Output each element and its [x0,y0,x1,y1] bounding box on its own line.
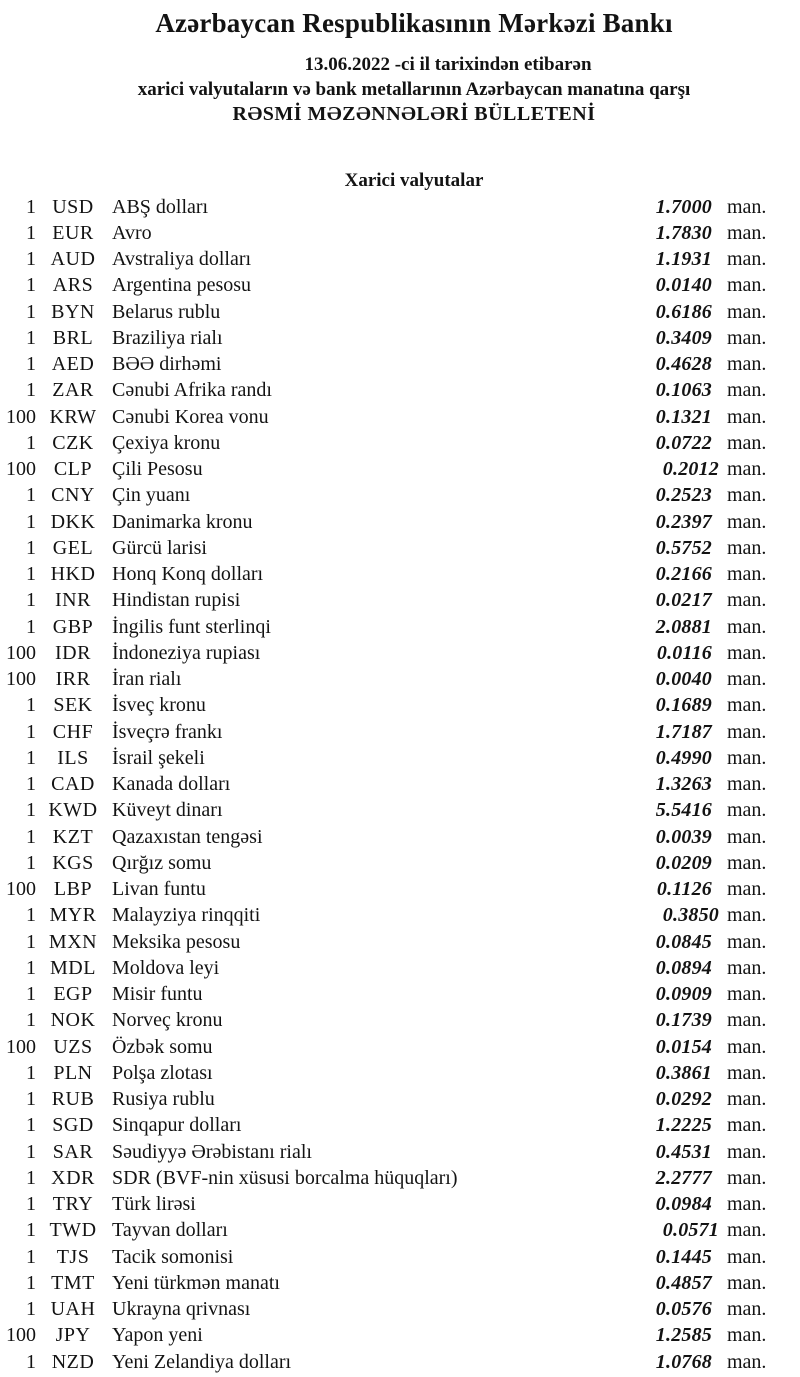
quantity-cell: 1 [26,1350,36,1373]
rate-value-cell: 0.0845 [655,930,712,953]
currency-name-cell: Səudiyyə Ərəbistanı rialı [112,1140,312,1163]
section-title-foreign-currencies: Xarici valyutalar [344,170,484,191]
rate-value-cell: 0.4531 [655,1140,712,1163]
quantity-cell: 1 [26,1245,36,1268]
rate-row [0,194,800,220]
currency-code-cell: LBP [53,878,93,901]
unit-label-cell: man. [727,1271,767,1294]
page-title: Azərbaycan Respublikasının Mərkəzi Bankı [155,8,673,38]
unit-label-cell: man. [727,300,767,323]
rate-row [0,1008,800,1034]
currency-code-cell: GBP [52,615,94,638]
unit-label-cell: man. [727,878,767,901]
quantity-cell: 1 [26,1140,36,1163]
unit-label-cell: man. [727,1114,767,1137]
rate-value-cell: 0.0209 [655,851,712,874]
quantity-cell: 1 [26,589,36,612]
rate-value-cell: 0.1445 [655,1245,712,1268]
rate-row [0,850,800,876]
quantity-cell: 1 [26,773,36,796]
currency-code-cell: BYN [51,300,95,323]
currency-code-cell: HKD [50,563,96,586]
currency-code-cell: MXN [48,930,98,953]
rate-value-cell: 0.0140 [655,274,712,297]
rate-value-cell: 0.3861 [655,1061,712,1084]
unit-label-cell: man. [727,248,767,271]
unit-label-cell: man. [727,326,767,349]
unit-label-cell: man. [727,773,767,796]
unit-label-cell: man. [727,1166,767,1189]
unit-label-cell: man. [727,563,767,586]
currency-name-cell: İsveçrə frankı [112,720,223,743]
rate-value-cell: 0.2523 [655,484,712,507]
currency-code-cell: TWD [49,1219,97,1242]
currency-code-cell: CLP [53,458,93,481]
currency-name-cell: ABŞ dolları [112,195,209,218]
currency-name-cell: Misir funtu [112,983,203,1006]
quantity-cell: 1 [26,983,36,1006]
quantity-cell: 1 [26,1298,36,1321]
rate-row [0,325,800,351]
currency-name-cell: Danimarka kronu [112,510,253,533]
rate-row [0,798,800,824]
rate-row [0,955,800,981]
rate-value-cell: 1.2225 [655,1114,712,1137]
rate-value-cell: 0.0909 [655,983,712,1006]
unit-label-cell: man. [727,536,767,559]
rate-row [0,430,800,456]
currency-code-cell: PLN [53,1061,93,1084]
rate-value-cell: 0.0039 [655,825,712,848]
currency-code-cell: AUD [50,248,96,271]
unit-label-cell: man. [727,1088,767,1111]
currency-code-cell: AED [51,353,95,376]
rate-row [0,1323,800,1349]
rate-row [0,1270,800,1296]
unit-label-cell: man. [727,221,767,244]
quantity-cell: 1 [26,536,36,559]
rate-row [0,772,800,798]
unit-label-cell: man. [727,851,767,874]
currency-code-cell: SGD [52,1114,94,1137]
rate-value-cell: 0.0571 [662,1219,719,1242]
quantity-cell: 1 [26,431,36,454]
rate-row [0,982,800,1008]
rate-value-cell: 1.1931 [655,248,712,271]
quantity-cell: 100 [6,668,36,691]
rate-value-cell: 0.0984 [655,1193,712,1216]
quantity-cell: 1 [26,825,36,848]
unit-label-cell: man. [727,956,767,979]
rate-row [0,352,800,378]
rate-value-cell: 0.0040 [655,668,712,691]
unit-label-cell: man. [727,274,767,297]
unit-label-cell: man. [727,615,767,638]
unit-label-cell: man. [727,720,767,743]
rate-value-cell: 0.1689 [655,694,712,717]
quantity-cell: 100 [6,1035,36,1058]
currency-name-cell: İndoneziya rupiası [112,641,261,664]
rate-value-cell: 0.3850 [662,904,719,927]
currency-name-cell: Qazaxıstan tengəsi [112,825,263,848]
rate-value-cell: 1.7000 [655,195,712,218]
currency-name-cell: Gürcü larisi [112,536,207,559]
unit-label-cell: man. [727,904,767,927]
currency-code-cell: KRW [49,405,97,428]
currency-name-cell: Tacik somonisi [112,1245,234,1268]
rate-row [0,824,800,850]
quantity-cell: 1 [26,195,36,218]
rate-row [0,640,800,666]
currency-code-cell: EGP [53,983,93,1006]
quantity-cell: 100 [6,641,36,664]
rate-row [0,562,800,588]
rate-value-cell: 0.4628 [655,353,712,376]
unit-label-cell: man. [727,930,767,953]
currency-code-cell: EUR [52,221,94,244]
quantity-cell: 1 [26,379,36,402]
currency-code-cell: ARS [52,274,94,297]
quantity-cell: 1 [26,720,36,743]
quantity-cell: 100 [6,405,36,428]
rate-row [0,877,800,903]
currency-name-cell: Cənubi Afrika randı [112,379,272,402]
quantity-cell: 100 [6,1324,36,1347]
currency-code-cell: CHF [52,720,94,743]
currency-code-cell: SEK [53,694,93,717]
currency-name-cell: Meksika pesosu [112,930,241,953]
rate-row [0,1165,800,1191]
currency-code-cell: TMT [51,1271,95,1294]
rate-row [0,929,800,955]
currency-name-cell: Argentina pesosu [112,274,252,297]
unit-label-cell: man. [727,983,767,1006]
rate-row [0,1192,800,1218]
rate-row [0,1218,800,1244]
quantity-cell: 1 [26,563,36,586]
quantity-cell: 1 [26,1088,36,1111]
rate-value-cell: 0.0116 [656,641,712,664]
quantity-cell: 1 [26,930,36,953]
currency-name-cell: İngilis funt sterlinqi [112,615,271,638]
unit-label-cell: man. [727,1324,767,1347]
currency-name-cell: Tayvan dolları [112,1219,228,1242]
currency-name-cell: Çexiya kronu [112,431,221,454]
rate-value-cell: 0.0894 [655,956,712,979]
rate-value-cell: 0.1126 [656,878,712,901]
currency-name-cell: İran rialı [112,668,182,691]
quantity-cell: 1 [26,746,36,769]
rate-row [0,1087,800,1113]
currency-code-cell: INR [55,589,91,612]
currency-name-cell: Kanada dolları [112,773,231,796]
currency-code-cell: KZT [52,825,94,848]
currency-name-cell: Avstraliya dolları [112,248,252,271]
currency-code-cell: XDR [51,1166,95,1189]
rate-value-cell: 0.5752 [655,536,712,559]
unit-label-cell: man. [727,1298,767,1321]
currency-name-cell: Braziliya rialı [112,326,223,349]
currency-name-cell: Çin yuanı [112,484,191,507]
rate-row [0,1297,800,1323]
unit-label-cell: man. [727,1193,767,1216]
currency-code-cell: RUB [51,1088,95,1111]
rate-value-cell: 0.2166 [655,563,712,586]
rate-value-cell: 0.6186 [655,300,712,323]
currency-code-cell: GEL [52,536,94,559]
rate-value-cell: 0.1739 [655,1009,712,1032]
unit-label-cell: man. [727,1245,767,1268]
rate-row [0,719,800,745]
currency-code-cell: SAR [52,1140,94,1163]
rate-value-cell: 2.2777 [655,1166,712,1189]
quantity-cell: 1 [26,799,36,822]
rate-row [0,1034,800,1060]
rate-row [0,535,800,561]
currency-code-cell: KWD [48,799,98,822]
quantity-cell: 1 [26,1219,36,1242]
bulletin-title: RƏSMİ MƏZƏNNƏLƏRİ BÜLLETENİ [232,103,596,125]
quantity-cell: 1 [26,904,36,927]
rate-value-cell: 0.1321 [655,405,712,428]
rate-row [0,457,800,483]
rate-row [0,588,800,614]
rate-row [0,247,800,273]
currency-name-cell: Polşa zlotası [112,1061,213,1084]
currency-name-cell: Avro [112,221,152,244]
currency-name-cell: Sinqapur dolları [112,1114,242,1137]
rate-value-cell: 1.2585 [655,1324,712,1347]
rate-row [0,273,800,299]
quantity-cell: 1 [26,484,36,507]
rate-value-cell: 2.0881 [655,615,712,638]
currency-code-cell: UZS [53,1035,93,1058]
subtitle-line: xarici valyutaların və bank metallarının Azərbaycan manatına qarşı [137,79,691,100]
unit-label-cell: man. [727,353,767,376]
rate-row [0,614,800,640]
quantity-cell: 1 [26,694,36,717]
unit-label-cell: man. [727,405,767,428]
rate-value-cell: 0.4857 [655,1271,712,1294]
effective-date-line: 13.06.2022 -ci il tarixindən etibarən [304,54,592,75]
currency-name-cell: Türk lirəsi [112,1193,196,1216]
currency-name-cell: Moldova leyi [112,956,220,979]
currency-name-cell: Yapon yeni [112,1324,203,1347]
unit-label-cell: man. [727,825,767,848]
currency-code-cell: MDL [50,956,96,979]
exchange-rates-table [0,194,800,1375]
rate-value-cell: 1.3263 [655,773,712,796]
currency-code-cell: ILS [57,746,89,769]
currency-name-cell: İsveç kronu [112,694,206,717]
currency-name-cell: İsrail şekeli [112,746,205,769]
quantity-cell: 1 [26,248,36,271]
currency-code-cell: CZK [52,431,94,454]
rate-row [0,1113,800,1139]
currency-code-cell: CNY [51,484,95,507]
currency-name-cell: Qırğız somu [112,851,212,874]
currency-name-cell: Cənubi Korea vonu [112,405,269,428]
rate-value-cell: 0.2012 [662,458,719,481]
unit-label-cell: man. [727,746,767,769]
rate-row [0,667,800,693]
currency-code-cell: TJS [56,1245,90,1268]
rate-value-cell: 5.5416 [655,799,712,822]
currency-code-cell: TRY [52,1193,94,1216]
unit-label-cell: man. [727,458,767,481]
currency-name-cell: Honq Konq dolları [112,563,264,586]
currency-code-cell: NZD [51,1350,95,1373]
rate-row [0,220,800,246]
rate-value-cell: 0.4990 [655,746,712,769]
currency-code-cell: JPY [55,1324,91,1347]
quantity-cell: 1 [26,1166,36,1189]
unit-label-cell: man. [727,379,767,402]
currency-code-cell: BRL [52,326,94,349]
rate-row [0,378,800,404]
currency-name-cell: Hindistan rupisi [112,589,241,612]
unit-label-cell: man. [727,510,767,533]
unit-label-cell: man. [727,1061,767,1084]
currency-name-cell: Yeni Zelandiya dolları [112,1350,292,1373]
currency-code-cell: ZAR [52,379,94,402]
unit-label-cell: man. [727,641,767,664]
unit-label-cell: man. [727,799,767,822]
currency-name-cell: Rusiya rublu [112,1088,215,1111]
rate-value-cell: 0.3409 [655,326,712,349]
currency-name-cell: Yeni türkmən manatı [112,1271,280,1294]
currency-name-cell: SDR (BVF-nin xüsusi borcalma hüquqları) [112,1166,458,1189]
currency-name-cell: BƏƏ dirhəmi [112,353,222,376]
currency-code-cell: MYR [49,904,97,927]
rate-row [0,509,800,535]
quantity-cell: 1 [26,851,36,874]
currency-name-cell: Norveç kronu [112,1009,223,1032]
quantity-cell: 1 [26,1061,36,1084]
quantity-cell: 1 [26,615,36,638]
rate-row [0,693,800,719]
quantity-cell: 1 [26,353,36,376]
quantity-cell: 1 [26,221,36,244]
currency-name-cell: Çili Pesosu [112,458,203,481]
rate-value-cell: 0.0154 [655,1035,712,1058]
rate-row [0,1139,800,1165]
rate-value-cell: 1.0768 [655,1350,712,1373]
unit-label-cell: man. [727,484,767,507]
rate-row [0,745,800,771]
currency-code-cell: USD [52,195,94,218]
unit-label-cell: man. [727,668,767,691]
currency-code-cell: DKK [50,510,96,533]
currency-code-cell: UAH [50,1298,96,1321]
currency-name-cell: Küveyt dinarı [112,799,223,822]
rate-row [0,404,800,430]
currency-name-cell: Belarus rublu [112,300,221,323]
quantity-cell: 1 [26,956,36,979]
rate-value-cell: 1.7830 [655,221,712,244]
rate-value-cell: 0.0722 [655,431,712,454]
unit-label-cell: man. [727,1009,767,1032]
quantity-cell: 100 [6,878,36,901]
unit-label-cell: man. [727,1219,767,1242]
rate-value-cell: 0.0292 [655,1088,712,1111]
currency-code-cell: KGS [52,851,94,874]
quantity-cell: 1 [26,274,36,297]
rate-value-cell: 0.2397 [655,510,712,533]
currency-name-cell: Ukrayna qrivnası [112,1298,251,1321]
quantity-cell: 1 [26,326,36,349]
currency-name-cell: Malayziya rinqqiti [112,904,261,927]
currency-name-cell: Livan funtu [112,878,206,901]
unit-label-cell: man. [727,195,767,218]
rate-row [0,903,800,929]
currency-name-cell: Özbək somu [112,1035,213,1058]
unit-label-cell: man. [727,694,767,717]
bulletin-header [0,0,800,127]
quantity-cell: 1 [26,1114,36,1137]
unit-label-cell: man. [727,431,767,454]
rate-value-cell: 0.1063 [655,379,712,402]
currency-code-cell: CAD [51,773,95,796]
unit-label-cell: man. [727,1035,767,1058]
quantity-cell: 100 [6,458,36,481]
currency-code-cell: IRR [55,668,91,691]
quantity-cell: 1 [26,300,36,323]
rate-row [0,299,800,325]
quantity-cell: 1 [26,1271,36,1294]
rate-value-cell: 0.0576 [655,1298,712,1321]
rate-row [0,1349,800,1375]
currency-code-cell: IDR [55,641,91,664]
rate-row [0,483,800,509]
quantity-cell: 1 [26,510,36,533]
unit-label-cell: man. [727,1140,767,1163]
unit-label-cell: man. [727,1350,767,1373]
rate-value-cell: 0.0217 [655,589,712,612]
rate-value-cell: 1.7187 [655,720,712,743]
rate-row [0,1244,800,1270]
currency-code-cell: NOK [50,1009,96,1032]
quantity-cell: 1 [26,1009,36,1032]
quantity-cell: 1 [26,1193,36,1216]
rate-row [0,1060,800,1086]
unit-label-cell: man. [727,589,767,612]
